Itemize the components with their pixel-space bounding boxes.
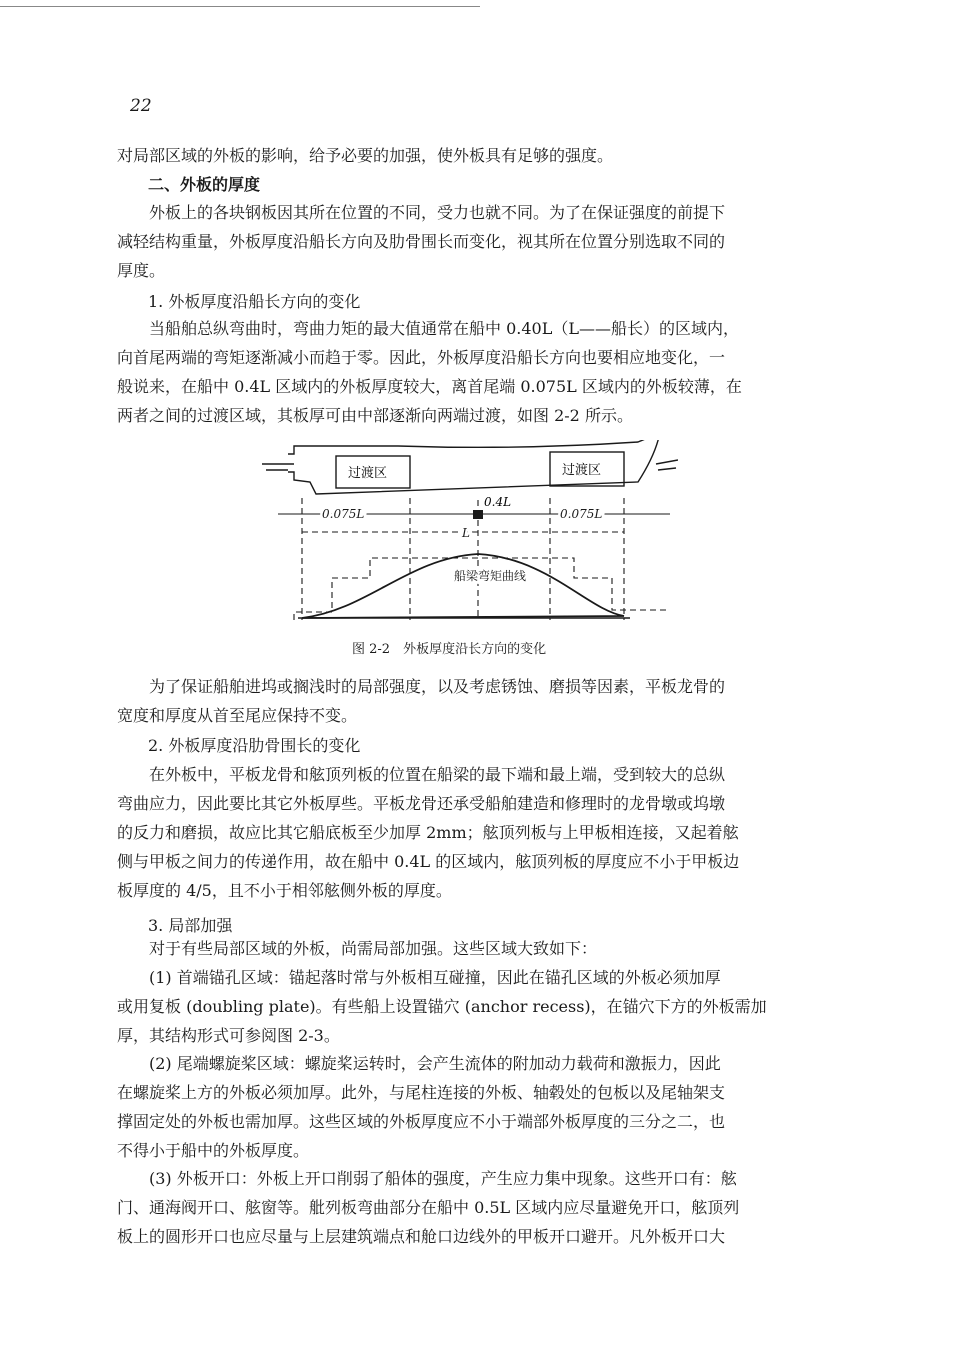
paragraph-2 [117,314,833,430]
text-line: 对于有些局部区域的外板，尚需局部加强。这些区域大致如下： [149,939,598,958]
paragraph-5 [117,934,833,963]
text-line: 撑固定处的外板也需加厚。这些区域的外板厚度应不小于端部外板厚度的三分之二，也 [117,1112,726,1131]
midship-symbol [473,510,483,519]
page-number: 22 [130,96,152,116]
intro-line [117,141,833,170]
subheading-1: 1. 外板厚度沿船长方向的变化 [148,292,361,311]
paragraph-6 [117,963,833,1050]
text-line: 板上的圆形开口也应尽量与上层建筑端点和舱口边线外的甲板开口避开。凡外板开口大 [117,1227,726,1246]
label-L: L [462,526,470,540]
text-line: 厚度。 [117,261,166,280]
label-transition-left: 过渡区 [348,466,388,481]
text-line: 当船舶总纵弯曲时，弯曲力矩的最大值通常在船中 0.40L（L——船长）的区域内， [149,319,739,338]
label-0075-left: 0.075L [322,507,365,521]
scan-top-rule [0,6,480,7]
figure-caption: 图 2-2 外板厚度沿长方向的变化 [352,642,547,657]
label-0075-right: 0.075L [560,507,603,521]
text-line: 弯曲应力，因此要比其它外板厚些。平板龙骨还承受船舶建造和修理时的龙骨墩或坞墩 [117,794,726,813]
label-04: 0.4L [484,495,512,509]
paragraph-4 [117,760,833,905]
text-line: 减轻结构重量，外板厚度沿船长方向及肋骨围长而变化，视其所在位置分别选取不同的 [117,232,726,251]
text-line: 般说来，在船中 0.4L 区域内的外板厚度较大，离首尾端 0.075L 区域内的外板较薄，在 [117,377,742,396]
text-line: (1) 首端锚孔区域：锚起落时常与外板相互碰撞，因此在锚孔区域的外板必须加厚 [149,968,721,987]
text-line: (3) 外板开口：外板上开口削弱了船体的强度，产生应力集中现象。这些开口有：舷 [149,1169,737,1188]
text-line: 侧与甲板之间力的传递作用，故在船中 0.4L 的区域内，舷顶列板的厚度应不小于甲板边 [117,852,740,871]
text-line: 或用复板 (doubling plate)。有些船上设置锚穴 (anchor recess)，在锚穴下方的外板需加 [117,997,767,1016]
label-transition-right: 过渡区 [562,463,602,478]
subheading-2: 2. 外板厚度沿肋骨围长的变化 [148,736,361,755]
bending-moment-curve [302,554,624,618]
label-bending-curve: 船梁弯矩曲线 [454,569,527,583]
text-line: 不得小于船中的外板厚度。 [117,1141,310,1160]
section-heading: 二、外板的厚度 [148,175,261,194]
text-line: 厚，其结构形式可参阅图 2-3。 [117,1026,340,1045]
paragraph-1 [117,198,833,285]
thickness-step-profile [294,558,666,620]
paragraph-8 [117,1164,833,1251]
text-line: 在外板中，平板龙骨和舷顶列板的位置在船梁的最下端和最上端，受到较大的总纵 [149,765,726,784]
text-line: 在螺旋桨上方的外板必须加厚。此外，与尾柱连接的外板、轴毂处的包板以及尾轴架支 [117,1083,726,1102]
text-line: 的反力和磨损，故应比其它船底板至少加厚 2mm；舷顶列板与上甲板相连接，又起着舷 [117,823,739,842]
figure-2-2-diagram [258,440,678,630]
text-line: (2) 尾端螺旋桨区域：螺旋桨运转时，会产生流体的附加动力载荷和激振力，因此 [149,1054,721,1073]
paragraph-3 [117,672,833,730]
paragraph-7 [117,1049,833,1165]
text-line: 门、通海阀开口、舷窗等。舭列板弯曲部分在船中 0.5L 区域内应尽量避免开口，舷顶列 [117,1198,740,1217]
text-line: 对局部区域的外板的影响，给予必要的加强，使外板具有足够的强度。 [117,146,614,165]
text-line: 为了保证船舶进坞或搁浅时的局部强度，以及考虑锈蚀、磨损等因素，平板龙骨的 [149,677,726,696]
subheading-3: 3. 局部加强 [148,916,233,935]
text-line: 向首尾两端的弯矩逐渐减小而趋于零。因此，外板厚度沿船长方向也要相应地变化，一 [117,348,726,367]
text-line: 宽度和厚度从首至尾应保持不变。 [117,706,358,725]
text-line: 外板上的各块钢板因其所在位置的不同，受力也就不同。为了在保证强度的前提下 [149,203,726,222]
text-line: 板厚度的 4/5，且不小于相邻舷侧外板的厚度。 [117,881,452,900]
text-line: 两者之间的过渡区域，其板厚可由中部逐渐向两端过渡，如图 2-2 所示。 [117,406,633,425]
